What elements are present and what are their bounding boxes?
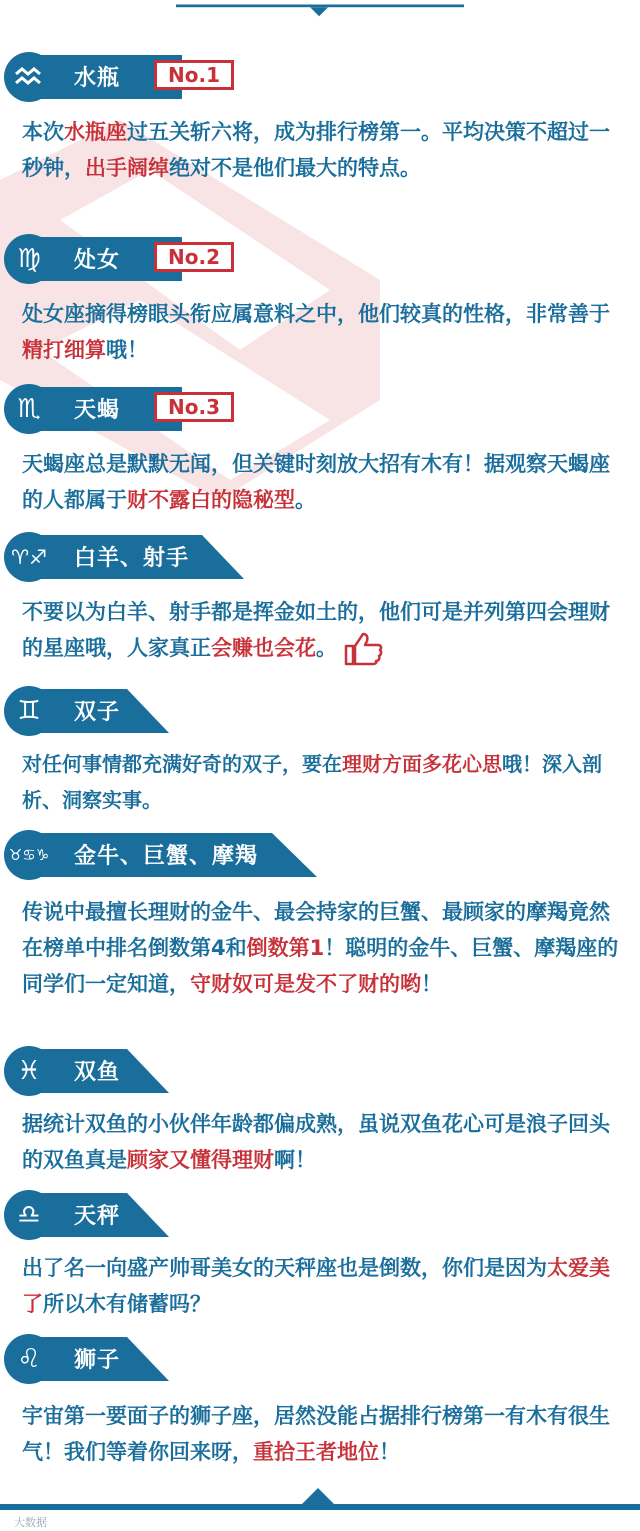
section-gemini — [0, 686, 640, 812]
section-title: 金牛、巨蟹、摩羯 — [74, 844, 259, 869]
libra-icon — [4, 1190, 54, 1240]
virgo-glyph: ♍ — [17, 244, 41, 274]
body-text: ！聪明的金牛、巨蟹、摩羯座的同学们一定知道， — [22, 936, 619, 996]
section-title: 处女 — [74, 248, 121, 273]
section-title: 白羊、射手 — [74, 546, 190, 571]
section-text — [22, 594, 626, 666]
section-taurus-cancer-capricorn — [0, 830, 640, 996]
section-title: 狮子 — [74, 1348, 121, 1373]
body-text: 。 — [295, 488, 316, 512]
section-text — [22, 1398, 626, 1470]
section-header — [0, 1334, 640, 1384]
taurus-cancer-capricorn-glyph: ♉♋♑ — [8, 846, 50, 864]
section-title: 双鱼 — [74, 1060, 121, 1085]
section-scorpio — [0, 384, 640, 512]
pisces-glyph: ♓ — [17, 1056, 41, 1086]
footer-watermark: 大数据 — [14, 1516, 47, 1529]
rank-badge: No.2 — [154, 242, 234, 272]
section-aries-sagittarius — [0, 532, 640, 660]
section-header — [0, 52, 640, 102]
rank-badge: No.3 — [154, 392, 234, 422]
highlight-text: 水瓶座 — [64, 120, 127, 144]
bottom-divider — [0, 1484, 640, 1531]
top-divider — [0, 0, 640, 18]
leo-glyph: ♌ — [17, 1344, 41, 1374]
rank-badge: No.1 — [154, 60, 234, 90]
highlight-text: 倒数第1 — [246, 936, 325, 960]
aries-sagittarius-icon — [4, 532, 54, 582]
body-text: 。 — [316, 636, 337, 660]
highlight-text: 出手阔绰 — [85, 156, 169, 180]
aquarius-icon — [4, 52, 54, 102]
section-header — [0, 532, 640, 582]
pisces-icon — [4, 1046, 54, 1096]
section-header — [0, 1190, 640, 1240]
section-title: 双子 — [74, 700, 121, 725]
highlight-text: 守财奴可是发不了财的哟 — [190, 972, 421, 996]
body-text: ！ — [421, 972, 442, 996]
scorpio-icon — [4, 384, 54, 434]
virgo-icon — [4, 234, 54, 284]
leo-icon — [4, 1334, 54, 1384]
body-text: 传说中最擅长理财的金牛、最会持家的巨蟹、最顾家的摩羯竟然在榜单中排名倒数第4和 — [22, 900, 610, 960]
section-text — [22, 1250, 626, 1322]
section-title: 天蝎 — [74, 398, 121, 423]
section-header — [0, 384, 640, 434]
section-text — [22, 446, 626, 518]
highlight-text: 会赚也会花 — [211, 636, 316, 660]
taurus-cancer-capricorn-icon — [4, 830, 54, 880]
gemini-glyph: ♊ — [17, 696, 41, 726]
body-text: ！ — [379, 1440, 400, 1464]
highlight-text: 重拾王者地位 — [253, 1440, 379, 1464]
body-text: 哦！ — [106, 338, 148, 362]
section-header — [0, 686, 640, 736]
highlight-text: 财不露白的隐秘型 — [127, 488, 295, 512]
section-text — [22, 894, 626, 1002]
section-text — [22, 114, 626, 186]
body-text: 天蝎座总是默默无闻，但关键时刻放大招有木有！据观察天蝎座的人都属于 — [22, 452, 610, 512]
body-text: 过五关斩六将，成为排行榜第一。平均决策不超过一秒钟， — [22, 120, 610, 180]
body-text: 所以木有储蓄吗？ — [43, 1292, 211, 1316]
body-text: 宇宙第一要面子的狮子座，居然没能占据排行榜第一有木有很生气！我们等着你回来呀， — [22, 1404, 610, 1464]
body-text: 不要以为白羊、射手都是挥金如土的，他们可是并列第四会理财的星座哦，人家真正 — [22, 600, 610, 660]
section-text — [22, 1106, 626, 1178]
libra-glyph: ♎ — [17, 1200, 41, 1230]
thumbs-up-icon — [343, 632, 383, 666]
body-text: 出了名一向盛产帅哥美女的天秤座也是倒数，你们是因为 — [22, 1256, 547, 1280]
section-libra — [0, 1190, 640, 1316]
body-text: 处女座摘得榜眼头衔应属意料之中，他们较真的性格，非常善于 — [22, 302, 610, 326]
section-aquarius — [0, 52, 640, 180]
section-header — [0, 234, 640, 284]
scorpio-glyph: ♏ — [17, 394, 41, 424]
highlight-text: 太爱美了 — [22, 1256, 610, 1316]
body-text: 啊！ — [274, 1148, 316, 1172]
section-text — [22, 296, 626, 368]
aries-sagittarius-glyph: ♈♐ — [11, 545, 47, 569]
body-text: 哦！深入剖析、洞察实事。 — [22, 752, 602, 812]
section-virgo — [0, 234, 640, 362]
section-header — [0, 830, 640, 880]
body-text: 据统计双鱼的小伙伴年龄都偏成熟，虽说双鱼花心可是浪子回头的双鱼真是 — [22, 1112, 610, 1172]
highlight-text: 精打细算 — [22, 338, 106, 362]
section-text — [22, 746, 626, 818]
gemini-icon — [4, 686, 54, 736]
section-title: 水瓶 — [74, 66, 121, 91]
section-leo — [0, 1334, 640, 1464]
body-text: 绝对不是他们最大的特点。 — [169, 156, 421, 180]
highlight-text: 顾家又懂得理财 — [127, 1148, 274, 1172]
section-pisces — [0, 1046, 640, 1172]
body-text: 对任何事情都充满好奇的双子，要在 — [22, 752, 342, 776]
section-header — [0, 1046, 640, 1096]
body-text: 本次 — [22, 120, 64, 144]
section-title: 天秤 — [74, 1204, 121, 1229]
highlight-text: 理财方面多花心思 — [342, 752, 502, 776]
